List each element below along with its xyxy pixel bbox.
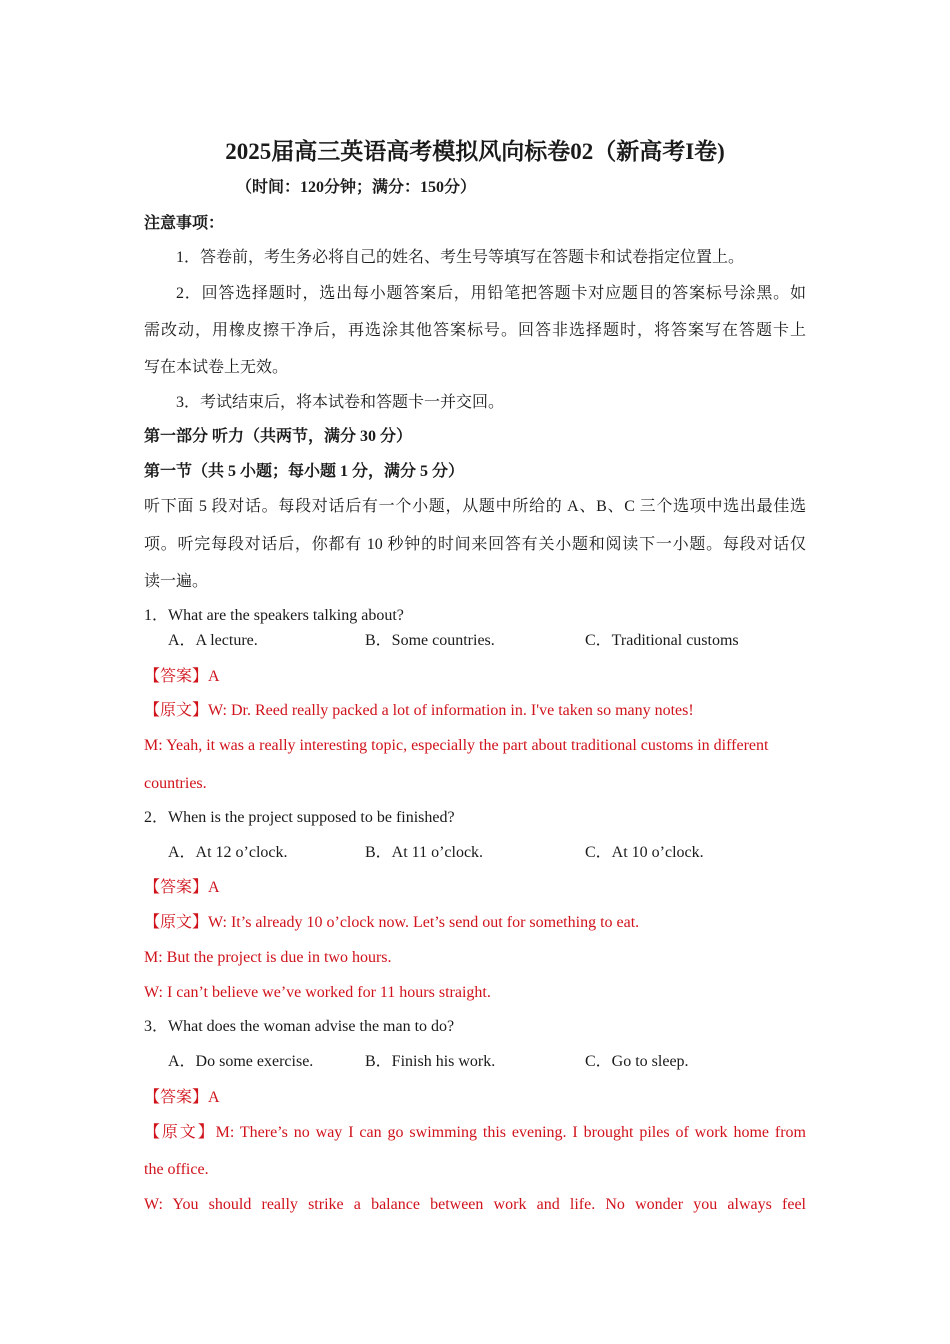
option-b: B．Some countries. <box>365 632 495 649</box>
transcript-line <box>144 701 694 721</box>
answer-line <box>144 878 220 898</box>
notice-item-3: 3．考试结束后，将本试卷和答题卡一并交回。 <box>176 394 505 411</box>
time-info: （时间：120分钟；满分：150分） <box>236 179 477 196</box>
instructions-line-2: 项。听完每段对话后，你都有 10 秒钟的时间来回答有关小题和阅读下一小题。每段对话仅 <box>144 536 806 553</box>
option-a: A．At 12 o’clock. <box>168 844 288 861</box>
option-a: A．Do some exercise. <box>168 1053 314 1070</box>
answer-value: A <box>208 1089 220 1106</box>
transcript-line: M: Yeah, it was a really interesting topic, especially the part about traditional customs in different <box>144 737 769 754</box>
option-a: A．A lecture. <box>168 632 258 649</box>
instructions-line-1: 听下面 5 段对话。每段对话后有一个小题，从题中所给的 A、B、C 三个选项中选出最佳选 <box>144 498 806 515</box>
notice-item-2-line-1: 2．回答选择题时，选出每小题答案后，用铅笔把答题卡对应题目的答案标号涂黑。如 <box>176 285 806 302</box>
transcript-text: W: Dr. Reed really packed a lot of information in. I've taken so many notes! <box>208 702 694 719</box>
transcript-tag: 【原文】 <box>144 702 209 719</box>
transcript-tag: 【原文】 <box>144 914 209 931</box>
transcript-line: the office. <box>144 1161 209 1178</box>
transcript-text: W: It’s already 10 o’clock now. Let’s send out for something to eat. <box>208 914 640 931</box>
transcript-line: M: But the project is due in two hours. <box>144 949 392 966</box>
transcript-tag: 【原文】 <box>144 1124 216 1141</box>
option-b: B．Finish his work. <box>365 1053 496 1070</box>
transcript-text: M: There’s no way I can go swimming this evening. I brought piles of work home from <box>215 1124 806 1141</box>
instructions-line-3: 读一遍。 <box>144 573 209 590</box>
question-text: 1．What are the speakers talking about? <box>144 607 404 624</box>
notice-heading: 注意事项： <box>144 215 225 232</box>
option-c: C．Go to sleep. <box>585 1053 689 1070</box>
answer-tag: 【答案】 <box>144 1089 209 1106</box>
part-1-heading: 第一部分 听力（共两节，满分 30 分） <box>144 428 413 445</box>
section-1-heading: 第一节（共 5 小题；每小题 1 分，满分 5 分） <box>144 463 465 480</box>
page-title: 2025届高三英语高考模拟风向标卷02（新高考I卷) <box>225 139 725 164</box>
transcript-line: W: You should really strike a balance between work and life. No wonder you always feel <box>144 1196 806 1213</box>
question-text: 3．What does the woman advise the man to do? <box>144 1018 455 1035</box>
transcript-line: W: I can’t believe we’ve worked for 11 hours straight. <box>144 984 491 1001</box>
answer-line <box>144 667 220 687</box>
answer-value: A <box>208 879 220 896</box>
notice-item-1: 1．答卷前，考生务必将自己的姓名、考生号等填写在答题卡和试卷指定位置上。 <box>176 249 745 266</box>
question-text: 2．When is the project supposed to be finished? <box>144 809 455 826</box>
transcript-line <box>144 1123 806 1143</box>
answer-tag: 【答案】 <box>144 668 209 685</box>
option-c: C．At 10 o’clock. <box>585 844 704 861</box>
answer-line <box>144 1088 220 1108</box>
notice-item-2-line-2: 需改动，用橡皮擦干净后，再选涂其他答案标号。回答非选择题时，将答案写在答题卡上 <box>144 322 806 339</box>
option-b: B．At 11 o’clock. <box>365 844 484 861</box>
notice-item-2-line-3: 写在本试卷上无效。 <box>144 359 289 376</box>
answer-value: A <box>208 668 220 685</box>
transcript-line <box>144 913 639 933</box>
option-c: C．Traditional customs <box>585 632 739 649</box>
answer-tag: 【答案】 <box>144 879 209 896</box>
transcript-line: countries. <box>144 775 207 792</box>
